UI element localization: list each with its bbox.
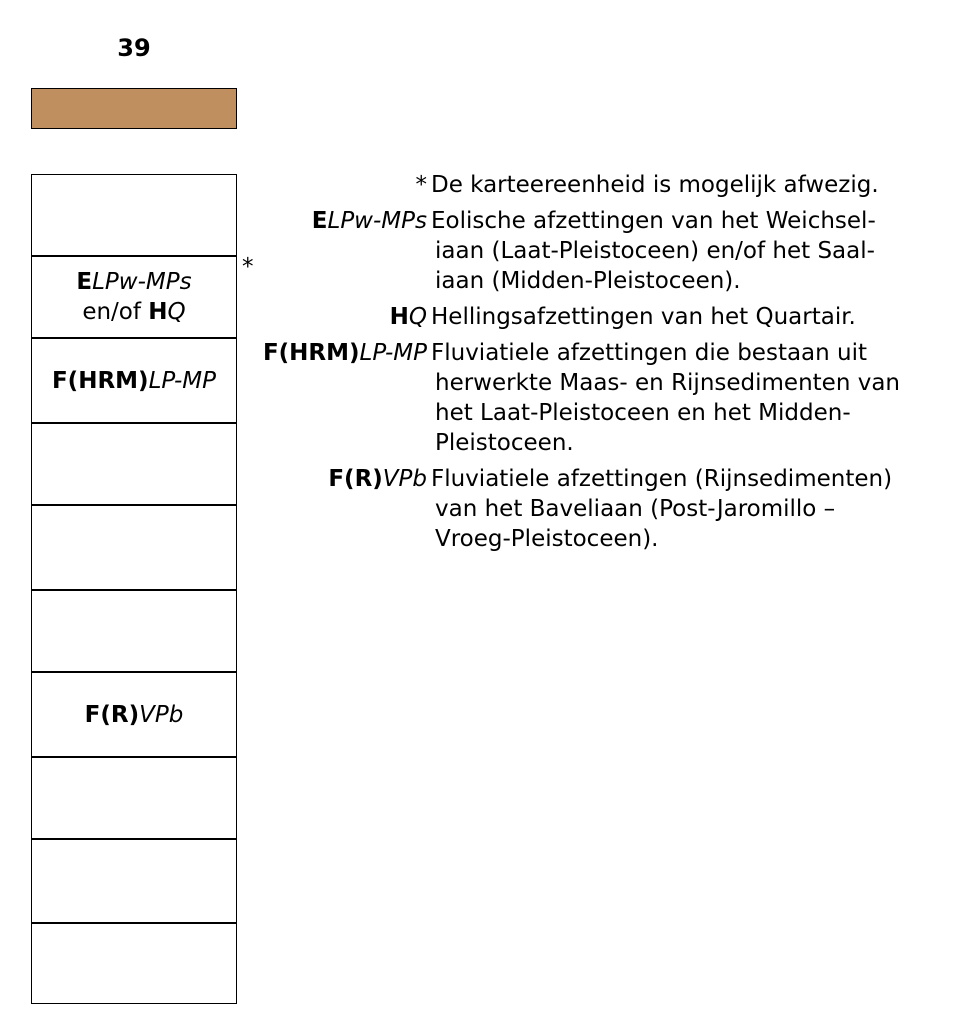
legend-key <box>240 206 427 236</box>
column-cell <box>31 838 237 924</box>
column-cell <box>31 756 237 840</box>
legend-key <box>240 302 427 332</box>
cell-label-part: LP-MP <box>148 367 217 394</box>
column-cell <box>31 504 237 591</box>
legend-description-line: Hellingsafzettingen van het Quartair. <box>431 304 856 330</box>
column-cell <box>31 174 237 257</box>
legend-key-code: F(R) <box>328 466 383 492</box>
legend <box>240 170 960 560</box>
legend-entry <box>240 464 960 554</box>
legend-description-line: Vroeg-Pleistoceen). <box>435 526 659 552</box>
possibly-absent-marker: * <box>242 254 254 280</box>
cell-label-part: F(HRM) <box>51 367 149 394</box>
cell-label-part: VPb <box>139 701 184 728</box>
legend-key-code: H <box>389 304 409 330</box>
legend-key-age: LPw-MPs <box>327 208 427 234</box>
cell-label-part: H <box>148 299 168 325</box>
cell-label-part: E <box>76 269 93 295</box>
column-cell <box>31 422 237 506</box>
legend-key-age: Q <box>408 304 427 330</box>
column-cell <box>31 337 237 424</box>
cell-label-part: Q <box>167 299 186 325</box>
legend-key <box>240 338 427 368</box>
cell-label <box>52 366 216 396</box>
legend-entry <box>240 338 960 458</box>
column-number: 39 <box>117 34 151 62</box>
column-cell <box>31 255 237 339</box>
legend-description <box>431 338 960 458</box>
legend-description-line: het Laat-Pleistoceen en het Midden- <box>435 400 851 426</box>
legend-description-line: van het Baveliaan (Post-Jaromillo – <box>435 496 836 522</box>
legend-key <box>240 170 427 200</box>
legend-key <box>240 464 427 494</box>
legend-key-code: * <box>415 172 427 198</box>
cell-label-part: en/of <box>82 299 149 325</box>
legend-key-code: E <box>311 208 328 234</box>
legend-entry <box>240 206 960 296</box>
cell-label-part: F(R) <box>84 701 140 728</box>
cell-label <box>76 267 191 297</box>
legend-description-line: herwerkte Maas- en Rijnsedimenten van <box>435 370 900 396</box>
legend-description <box>431 464 960 554</box>
legend-description-line: Pleistoceen. <box>435 430 574 456</box>
column-cell <box>31 922 237 1004</box>
legend-description <box>431 302 960 332</box>
legend-description-line: Fluviatiele afzettingen (Rijnsedimenten) <box>431 466 893 492</box>
cell-label-part: LPw-MPs <box>92 269 192 295</box>
legend-key-age: VPb <box>382 466 427 492</box>
legend-entry <box>240 170 960 200</box>
legend-description-line: Fluviatiele afzettingen die bestaan uit <box>431 340 868 366</box>
legend-entry <box>240 302 960 332</box>
legend-description-line: De karteereenheid is mogelijk afwezig. <box>431 172 879 198</box>
legend-key-age: LP-MP <box>359 340 427 366</box>
column-cell <box>31 671 237 758</box>
legend-key-code: F(HRM) <box>262 340 360 366</box>
legend-description <box>431 170 960 200</box>
legend-description-line: iaan (Midden-Pleistoceen). <box>435 268 741 294</box>
legend-description <box>431 206 960 296</box>
legend-description-line: iaan (Laat-Pleistoceen) en/of het Saal- <box>435 238 875 264</box>
cell-label <box>85 700 184 730</box>
legend-description-line: Eolische afzettingen van het Weichsel- <box>431 208 876 234</box>
column-cell <box>31 589 237 673</box>
cell-label <box>82 297 185 327</box>
color-swatch <box>31 88 237 129</box>
